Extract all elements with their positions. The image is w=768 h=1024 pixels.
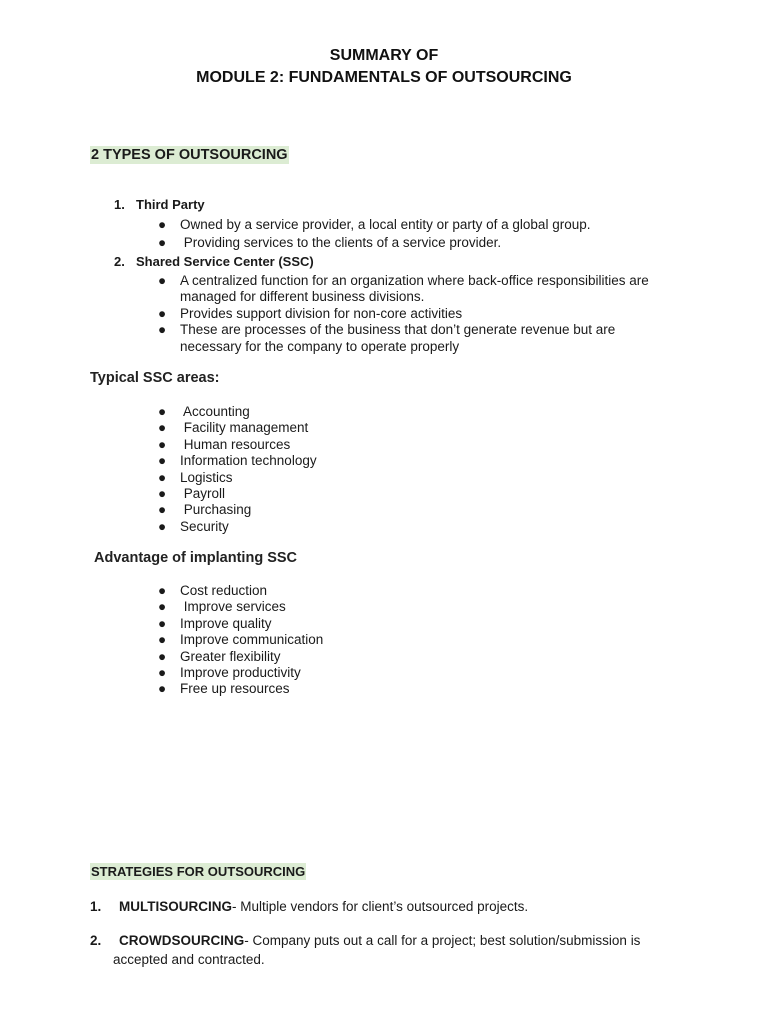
list-item: ● Payroll: [158, 486, 226, 502]
list-item: ● Information technology: [158, 453, 317, 469]
bullet-icon: ●: [158, 648, 167, 664]
list-item: ● Improve services: [158, 599, 286, 615]
bullet-icon: ●: [158, 273, 167, 288]
bullet-icon: ●: [158, 322, 167, 338]
bullet-icon: ●: [158, 404, 167, 419]
list-item: ● These are processes of the business that don’t generate revenue but are necessary for the company to operate properly: [158, 322, 616, 354]
list-item: ● Accounting: [158, 404, 250, 419]
list-item: ● Human resources: [158, 436, 291, 452]
strategy-description: - Company puts out a call for a project; best solution/submission is: [244, 933, 641, 948]
type-item-number: 2.: [114, 254, 125, 269]
ssc-areas-list: [158, 404, 458, 535]
bullet-icon: ●: [158, 599, 167, 615]
list-item: ● Improve communication: [158, 632, 324, 648]
bullet-icon: ●: [158, 217, 167, 232]
bullet-icon: ●: [158, 453, 167, 469]
type-item-ssc: [114, 254, 314, 269]
types-heading: [90, 146, 289, 164]
types-heading-text: 2 TYPES OF OUTSOURCING: [91, 147, 288, 163]
bullet-icon: ●: [158, 436, 167, 452]
strategy-number: 2.: [90, 933, 102, 948]
strategy-number: 1.: [90, 899, 102, 914]
list-item: ● Purchasing: [158, 502, 252, 518]
ssc-bullets: [158, 273, 668, 355]
advantages-heading: Advantage of implanting SSC: [94, 550, 298, 566]
list-item: ● Greater flexibility: [158, 648, 281, 664]
bullet-icon: ●: [158, 305, 167, 321]
bullet-icon: ●: [158, 502, 167, 518]
list-item: ● Cost reduction: [158, 583, 268, 598]
list-item: ● Improve quality: [158, 615, 272, 631]
list-item: ● Improve productivity: [158, 665, 301, 681]
bullet-icon: ●: [158, 615, 167, 631]
list-item: ● Free up resources: [158, 681, 290, 697]
strategy-item-crowdsourcing: [90, 932, 640, 950]
list-item: ● Provides support division for non-core activities: [158, 305, 463, 321]
bullet-icon: ●: [158, 518, 167, 534]
document-title-line-1: SUMMARY OF: [329, 47, 439, 64]
bullet-icon: ●: [158, 469, 167, 485]
advantages-list: [158, 583, 458, 698]
list-item: ● Facility management: [158, 420, 309, 436]
bullet-icon: ●: [158, 665, 167, 681]
strategies-heading: [90, 863, 306, 881]
list-item: ● Providing services to the clients of a service provider.: [158, 235, 502, 251]
strategy-item-multisourcing: [90, 898, 528, 916]
type-item-label: Third Party: [136, 197, 205, 212]
bullet-icon: ●: [158, 420, 167, 436]
type-item-third-party: [114, 197, 205, 212]
bullet-icon: ●: [158, 632, 167, 648]
list-item: ● Owned by a service provider, a local entity or party of a global group.: [158, 217, 591, 232]
third-party-bullets: [158, 217, 678, 252]
type-item-number: 1.: [114, 197, 125, 212]
strategy-description: - Multiple vendors for client’s outsourced projects.: [232, 899, 529, 914]
strategies-heading-text: STRATEGIES FOR OUTSOURCING: [91, 864, 306, 879]
list-item: ● Security: [158, 518, 229, 534]
bullet-icon: ●: [158, 486, 167, 502]
strategy-term: CROWDSOURCING: [119, 933, 245, 948]
bullet-icon: ●: [158, 583, 167, 598]
strategy-description-continued: accepted and contracted.: [113, 952, 265, 967]
type-item-label: Shared Service Center (SSC): [136, 254, 314, 269]
bullet-icon: ●: [158, 681, 167, 697]
list-item: ● Logistics: [158, 469, 233, 485]
strategy-term: MULTISOURCING: [119, 899, 232, 914]
document-title-line-2: MODULE 2: FUNDAMENTALS OF OUTSOURCING: [196, 69, 572, 86]
bullet-icon: ●: [158, 235, 167, 251]
ssc-areas-heading: Typical SSC areas:: [90, 370, 220, 386]
list-item: ● A centralized function for an organization where back-office responsibilities are managed for different business divisions.: [158, 273, 649, 305]
